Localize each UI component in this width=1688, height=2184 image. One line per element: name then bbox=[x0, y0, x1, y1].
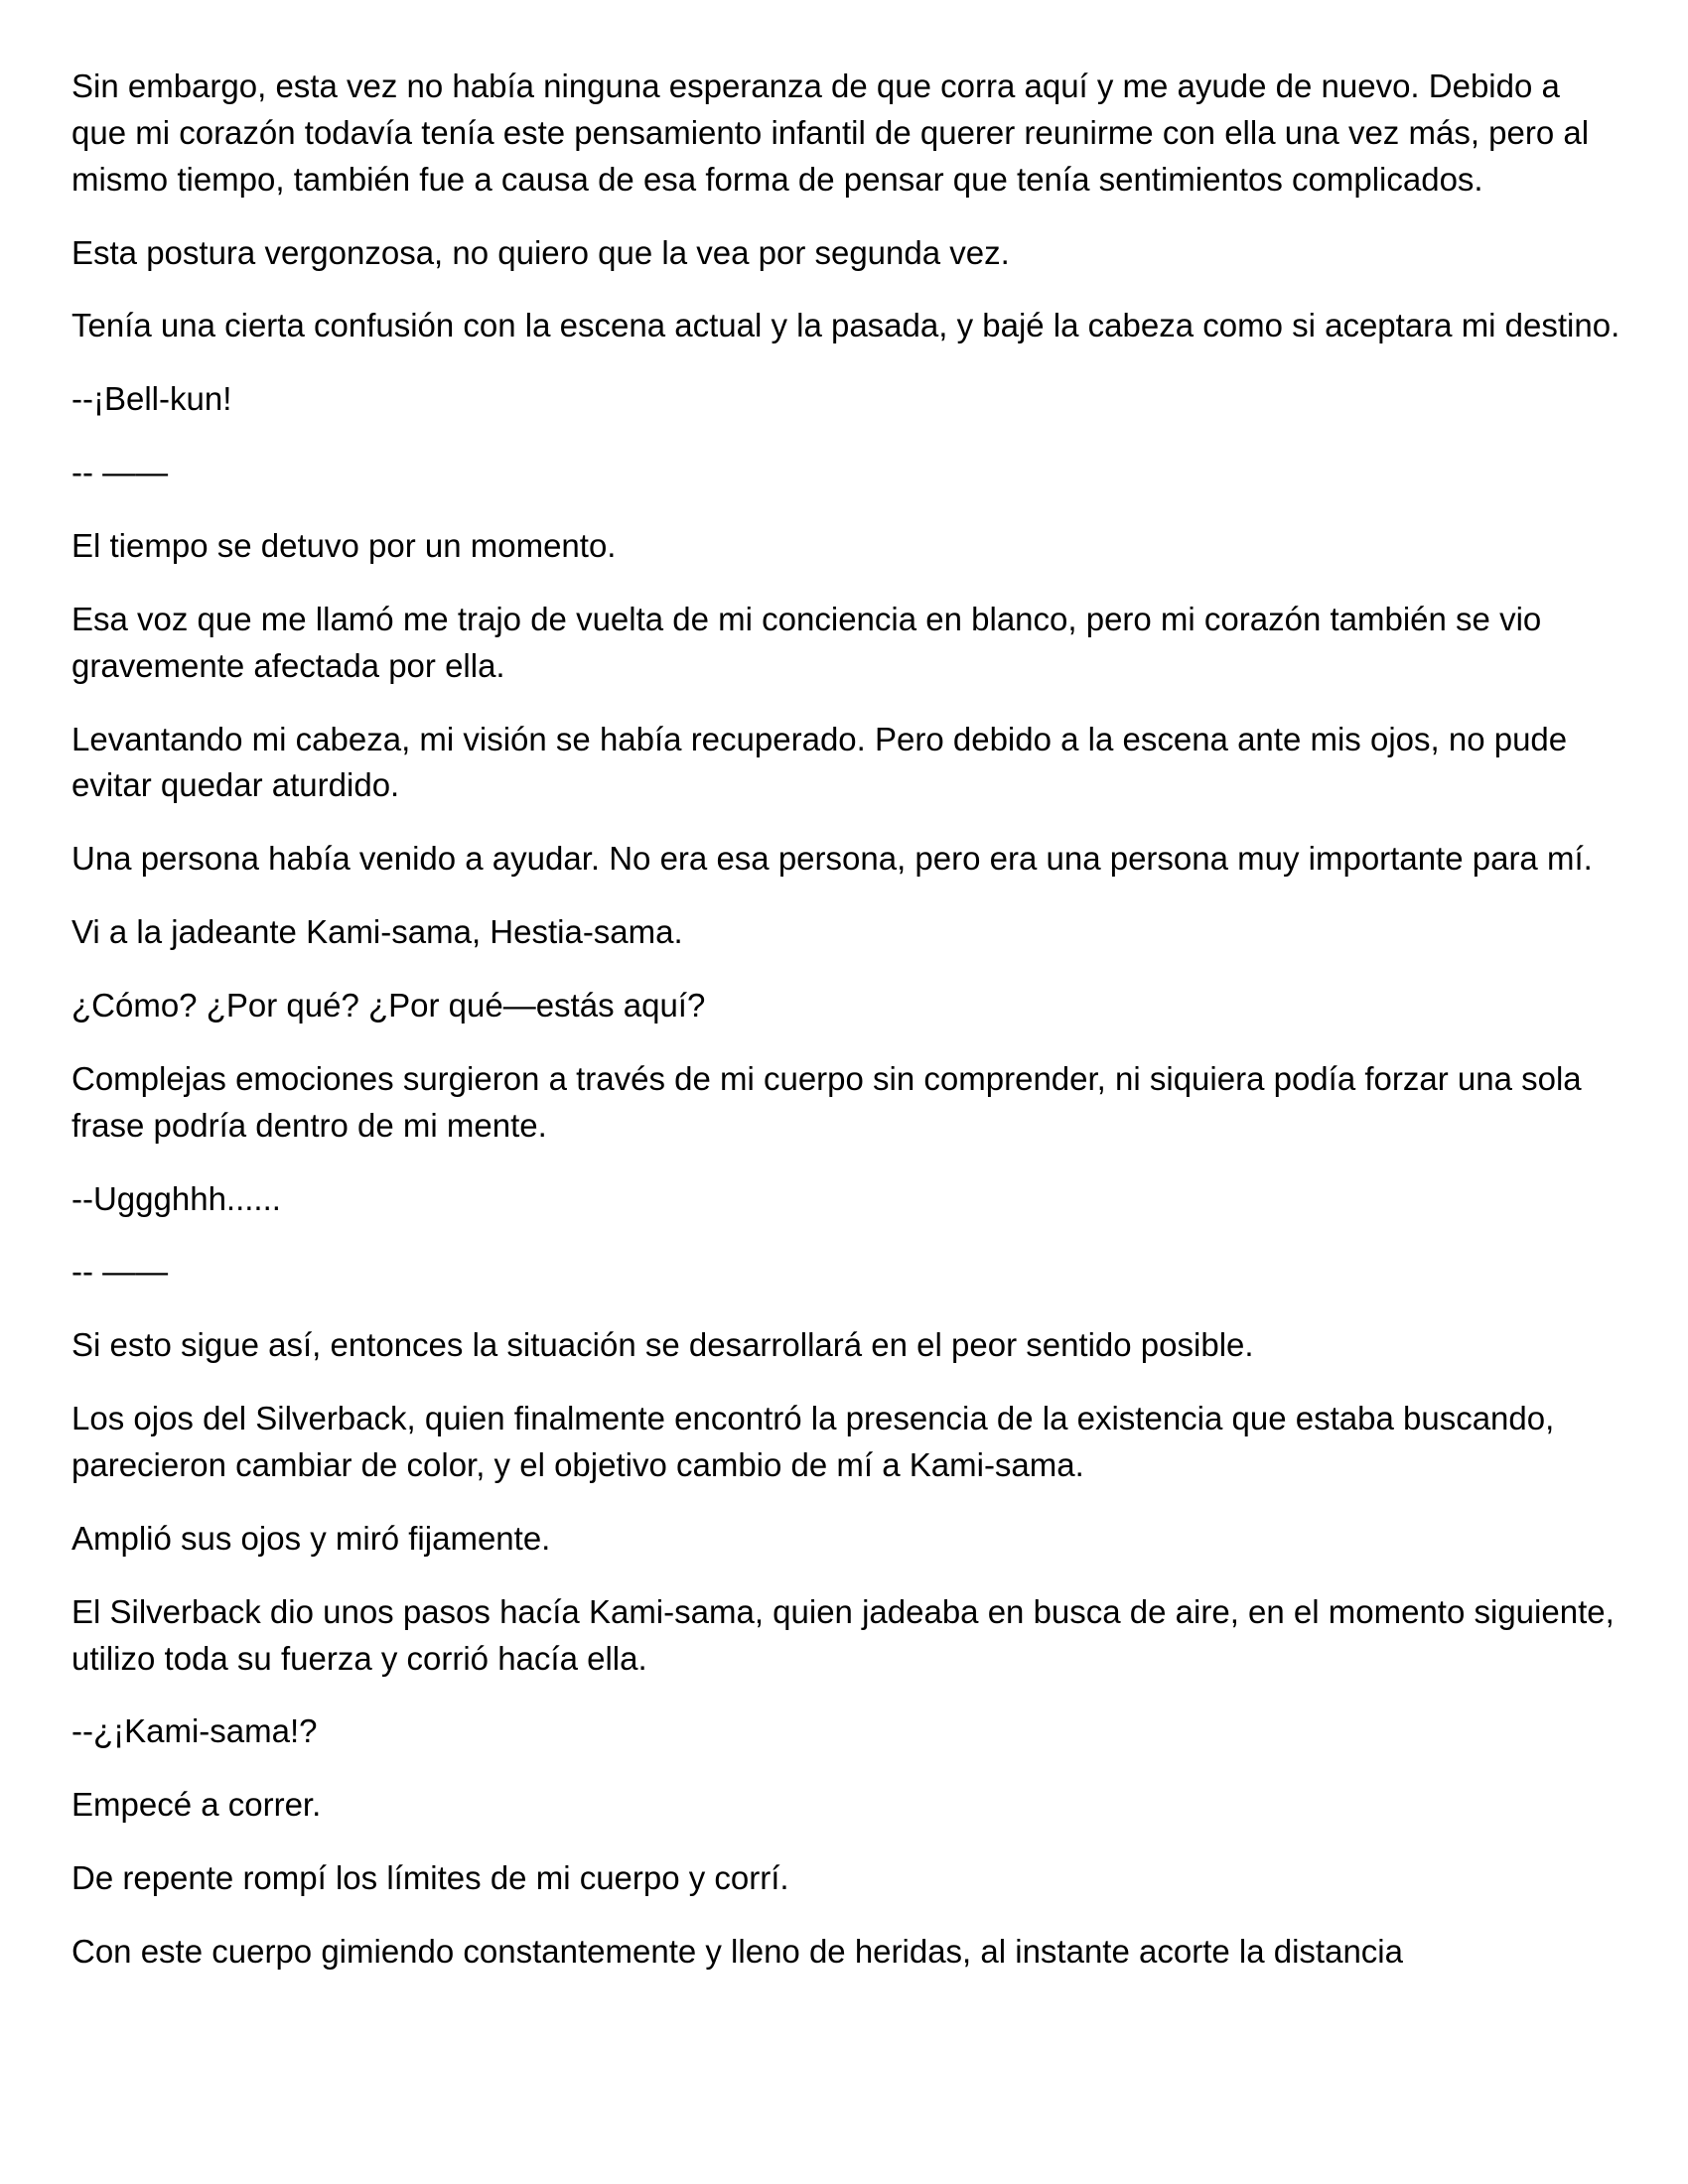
paragraph: Esta postura vergonzosa, no quiero que la vea por segunda vez. bbox=[71, 233, 1010, 271]
paragraph: Si esto sigue así, entonces la situación se desarrollará en el peor sentido posible. bbox=[71, 1326, 1254, 1364]
paragraph-dash-separator: -- —— bbox=[71, 454, 169, 491]
paragraph: Una persona había venido a ayudar. No era esa persona, pero era una persona muy importante para mí. bbox=[71, 840, 1593, 878]
paragraph: El tiempo se detuvo por un momento. bbox=[71, 527, 617, 565]
paragraph: De repente rompí los límites de mi cuerpo y corrí. bbox=[71, 1859, 789, 1897]
paragraph: Esa voz que me llamó me trajo de vuelta de mi conciencia en blanco, pero mi corazón también se vio gravemente afectada por ella. bbox=[71, 600, 1542, 684]
paragraph: Amplió sus ojos y miró fijamente. bbox=[71, 1519, 551, 1557]
paragraph: Empecé a correr. bbox=[71, 1786, 322, 1824]
paragraph: Con este cuerpo gimiendo constantemente y lleno de heridas, al instante acorte la distancia bbox=[71, 1933, 1403, 1971]
paragraph: El Silverback dio unos pasos hacía Kami-sama, quien jadeaba en busca de aire, en el momento siguiente, utilizo toda su fuerza y corrió hacía ella. bbox=[71, 1592, 1615, 1677]
paragraph: ¿Cómo? ¿Por qué? ¿Por qué—estás aquí? bbox=[71, 987, 706, 1024]
paragraph-dialogue: --Uggghhh...... bbox=[71, 1179, 281, 1217]
paragraph-dash-separator: -- —— bbox=[71, 1253, 169, 1291]
paragraph: Vi a la jadeante Kami-sama, Hestia-sama. bbox=[71, 913, 683, 951]
paragraph: Levantando mi cabeza, mi visión se había recuperado. Pero debido a la escena ante mis ojos, no pude evitar quedar aturdido. bbox=[71, 720, 1568, 804]
paragraph: Tenía una cierta confusión con la escena actual y la pasada, y bajé la cabeza como si aceptara mi destino. bbox=[71, 307, 1620, 344]
paragraph-dialogue: --¡Bell-kun! bbox=[71, 380, 232, 418]
paragraph: Los ojos del Silverback, quien finalmente encontró la presencia de la existencia que estaba buscando, parecieron cambiar de color, y el objetivo cambio de mí a Kami-sama. bbox=[71, 1400, 1555, 1484]
paragraph: Complejas emociones surgieron a través de mi cuerpo sin comprender, ni siquiera podía forzar una sola frase podría dentro de mi mente. bbox=[71, 1059, 1582, 1144]
paragraph-dialogue: --¿¡Kami-sama!? bbox=[71, 1712, 318, 1750]
paragraph: Sin embargo, esta vez no había ninguna esperanza de que corra aquí y me ayude de nuevo. Debido a que mi corazón todavía tenía este pensamiento infantil de querer reunirme con ella una vez más, pero al mismo tiempo, también fue a causa de esa forma de pensar que tenía sentimientos complicados. bbox=[71, 68, 1590, 198]
